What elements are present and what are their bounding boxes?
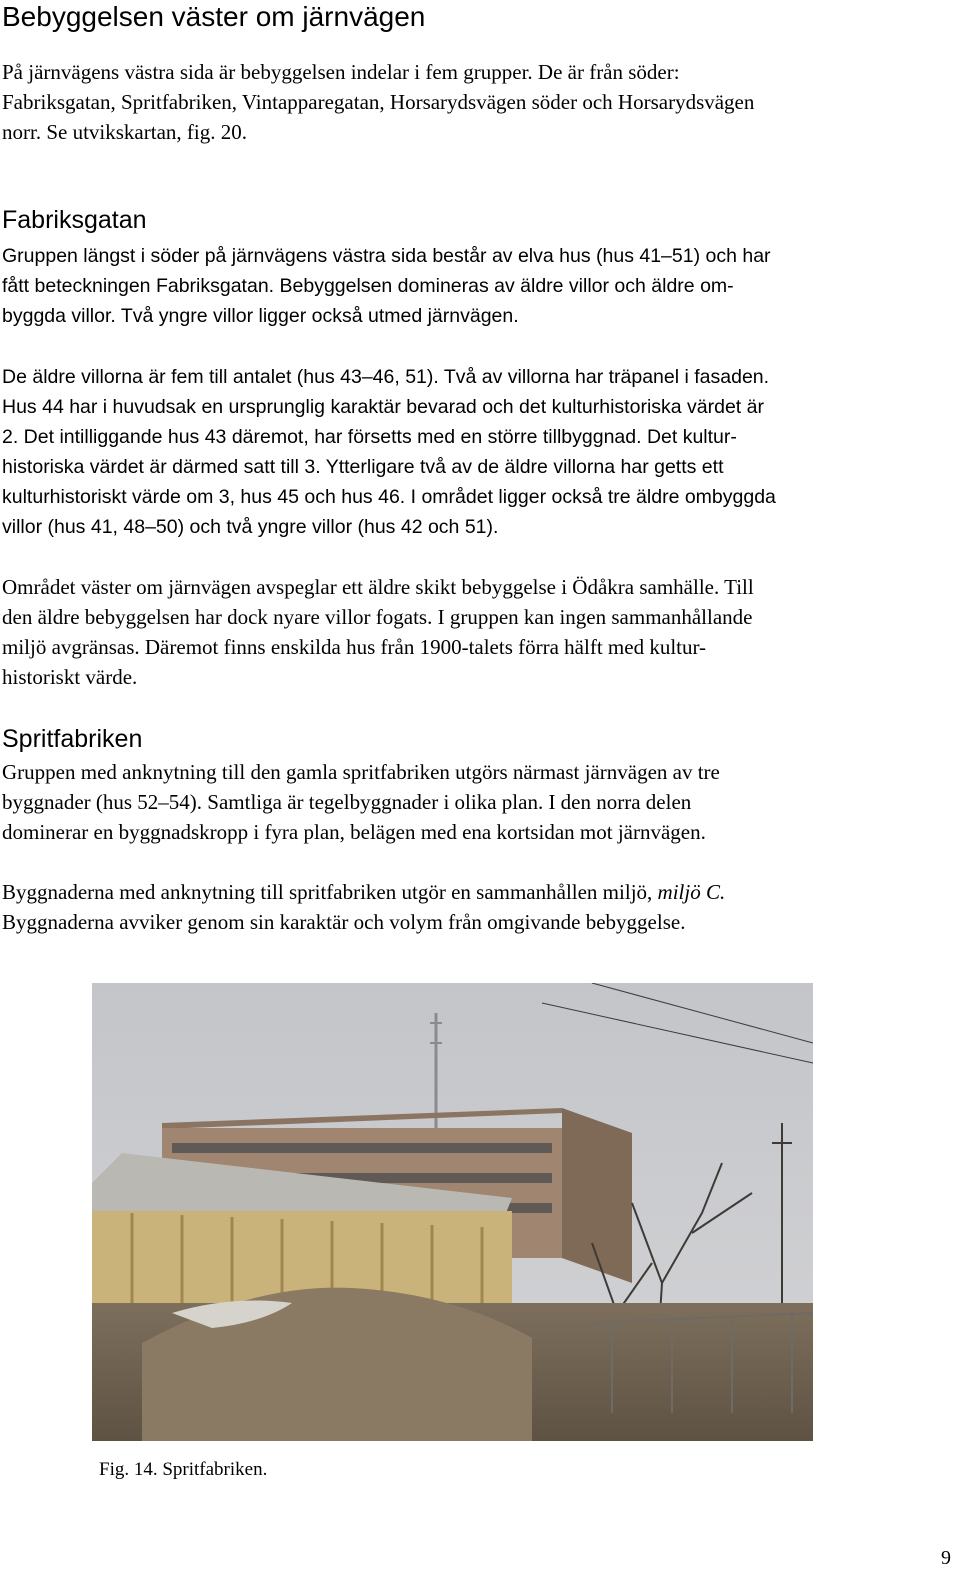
text-line: byggda villor. Två yngre villor ligger också utmed järnvägen.: [2, 305, 519, 327]
text-line: fått beteckningen Fabriksgatan. Bebyggelsen domineras av äldre villor och äldre om-: [2, 275, 734, 297]
photo-illustration: [92, 983, 813, 1441]
text-line: kulturhistoriskt värde om 3, hus 45 och hus 46. I området ligger också tre äldre ombyggda: [2, 486, 776, 508]
text-line: [2, 877, 954, 907]
text-line: Byggnaderna avviker genom sin karaktär och volym från omgivande bebyggelse.: [2, 910, 686, 934]
text-line: norr. Se utvikskartan, fig. 20.: [2, 120, 247, 144]
text-line: På järnvägens västra sida är bebyggelsen indelar i fem grupper. De är från söder:: [2, 60, 680, 84]
text-line: villor (hus 41, 48–50) och två yngre villor (hus 42 och 51).: [2, 516, 499, 538]
intro-paragraph: [2, 57, 954, 147]
text-line: miljö avgränsas. Däremot finns enskilda hus från 1900-talets förra hälft med kultur-: [2, 635, 707, 659]
text-line: Fabriksgatan, Spritfabriken, Vintapparegatan, Horsarydsvägen söder och Horsarydsvägen: [2, 90, 755, 114]
text-line: den äldre bebyggelsen har dock nyare villor fogats. I gruppen kan ingen sammanhållande: [2, 605, 753, 629]
text-line: dominerar en byggnadskropp i fyra plan, belägen med ena kortsidan mot järnvägen.: [2, 820, 706, 844]
text-line: Hus 44 har i huvudsak en ursprunglig karaktär bevarad och det kulturhistoriska värdet är: [2, 396, 764, 418]
text-line: byggnader (hus 52–54). Samtliga är tegelbyggnader i olika plan. I den norra delen: [2, 790, 692, 814]
section-heading-spritfabriken: Spritfabriken: [2, 725, 143, 753]
page-number: 9: [941, 1547, 951, 1569]
section-heading-fabriksgatan: Fabriksgatan: [2, 206, 147, 234]
miljo-reference: miljö C.: [657, 880, 726, 904]
text-fragment: Byggnaderna med anknytning till spritfabriken utgör en sammanhållen miljö,: [2, 880, 658, 904]
text-line: historiska värdet är därmed satt till 3. Ytterligare två av de äldre villorna har getts ett: [2, 456, 724, 478]
spritfabriken-paragraph-2: [2, 877, 954, 937]
fabriksgatan-paragraph-2: [2, 362, 954, 542]
text-line: 2. Det intilliggande hus 43 däremot, har försetts med en större tillbyggnad. Det kultur-: [2, 426, 737, 448]
spritfabriken-photo: [92, 983, 813, 1441]
text-line: Gruppen med anknytning till den gamla spritfabriken utgörs närmast järnvägen av tre: [2, 760, 720, 784]
figure-caption: Fig. 14. Spritfabriken.: [99, 1459, 268, 1480]
text-line: Gruppen längst i söder på järnvägens västra sida består av elva hus (hus 41–51) och har: [2, 245, 771, 267]
fabriksgatan-paragraph-3: [2, 572, 954, 692]
fabriksgatan-paragraph-1: [2, 241, 954, 331]
spritfabriken-paragraph-1: [2, 757, 954, 847]
text-line: Området väster om järnvägen avspeglar ett äldre skikt bebyggelse i Ödåkra samhälle. Till: [2, 575, 754, 599]
text-line: historiskt värde.: [2, 665, 138, 689]
page-heading: Bebyggelsen väster om järnvägen: [2, 1, 426, 32]
text-line: De äldre villorna är fem till antalet (hus 43–46, 51). Två av villorna har träpanel i fasaden.: [2, 366, 770, 388]
